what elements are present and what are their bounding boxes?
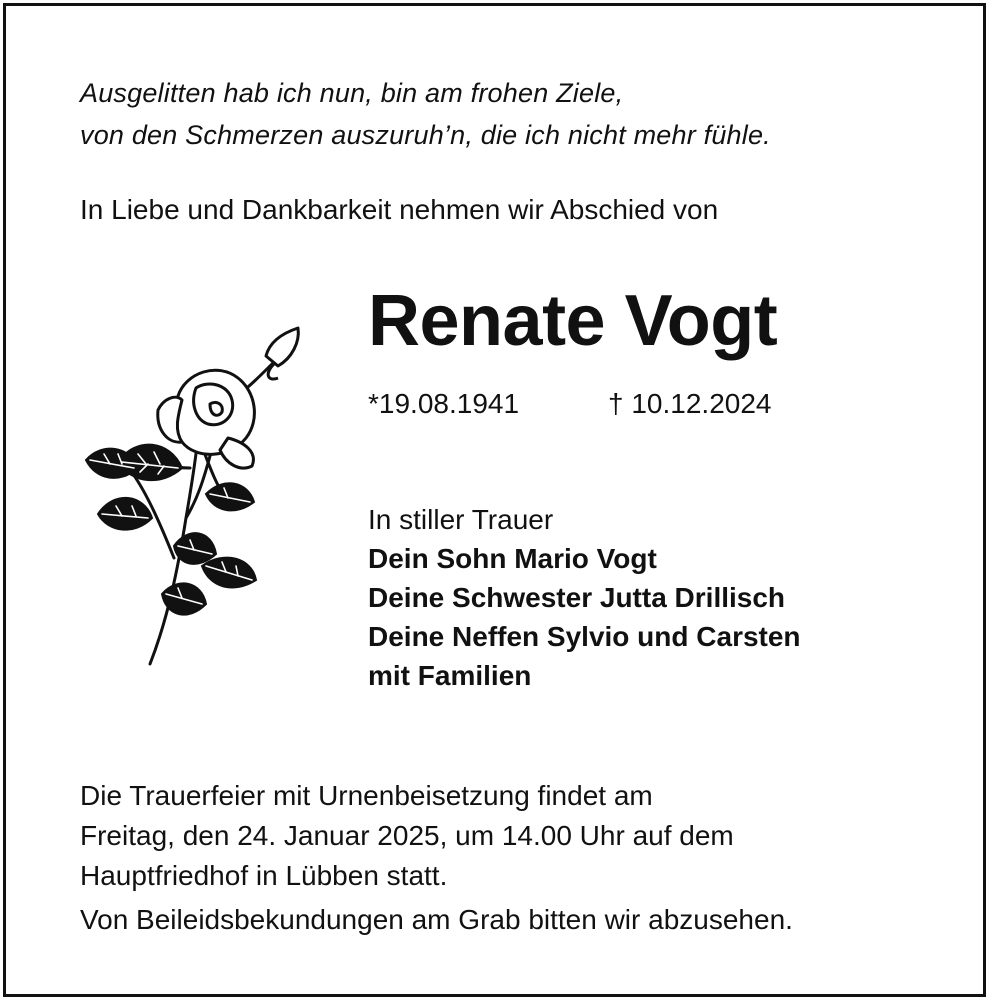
memorial-verse <box>80 72 771 156</box>
funeral-line-2: Freitag, den 24. Januar 2025, um 14.00 Uhr auf dem <box>80 820 734 851</box>
mourner-entry: Dein Sohn Mario Vogt <box>368 543 657 574</box>
condolence-note: Von Beileidsbekundungen am Grab bitten wir abzusehen. <box>80 904 793 935</box>
verse-line-1: Ausgelitten hab ich nun, bin am frohen Ziele, <box>80 78 624 108</box>
mourners-lead: In stiller Trauer <box>368 504 554 535</box>
mourner-entry: Deine Schwester Jutta Drillisch <box>368 582 786 613</box>
birth-date: *19.08.1941 <box>368 388 520 419</box>
mourner-entry: mit Familien <box>368 660 532 691</box>
funeral-details <box>80 776 793 940</box>
funeral-line-1: Die Trauerfeier mit Urnenbeisetzung findet am <box>80 780 653 811</box>
farewell-intro: In Liebe und Dankbarkeit nehmen wir Abschied von <box>80 194 719 225</box>
deceased-name: Renate Vogt <box>368 281 778 361</box>
rose-icon <box>78 318 318 674</box>
death-date: † 10.12.2024 <box>608 388 772 419</box>
mourners-list <box>368 500 801 695</box>
mourner-entry: Deine Neffen Sylvio und Carsten <box>368 621 801 652</box>
funeral-line-3: Hauptfriedhof in Lübben statt. <box>80 860 448 891</box>
verse-line-2: von den Schmerzen auszuruh’n, die ich nicht mehr fühle. <box>80 120 771 150</box>
